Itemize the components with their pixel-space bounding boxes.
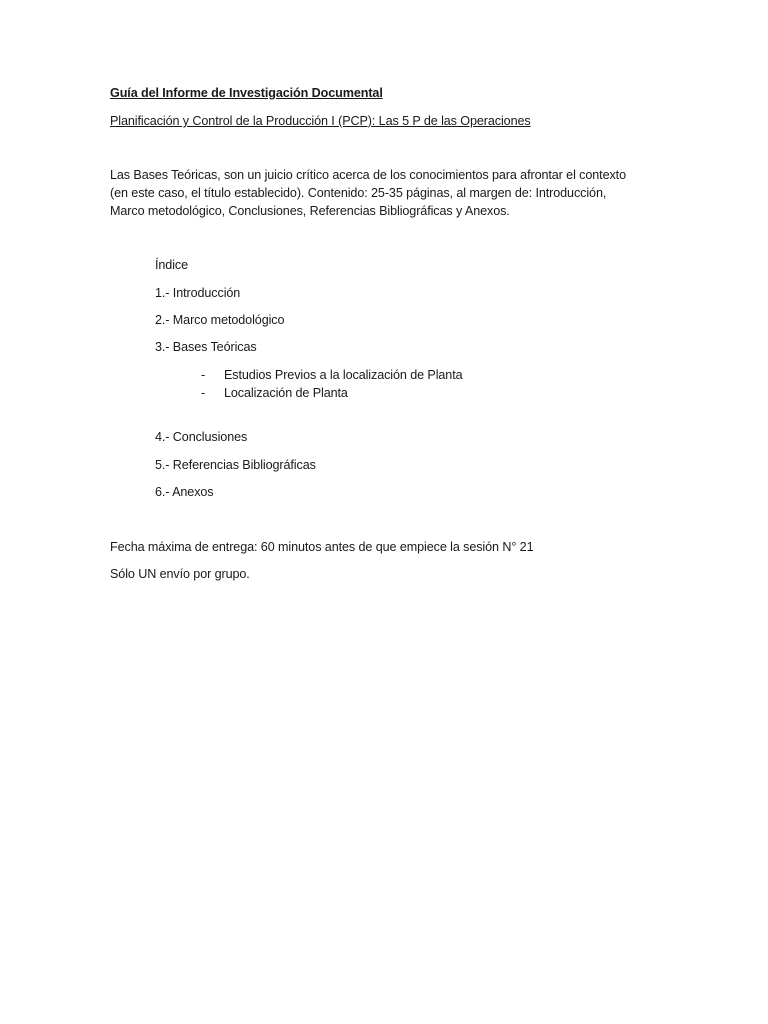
index-heading: Índice [155, 258, 189, 272]
subitem-estudios-previos: Estudios Previos a la localización de Planta [224, 368, 463, 382]
intro-line-3: Marco metodológico, Conclusiones, Referencias Bibliográficas y Anexos. [110, 204, 510, 218]
intro-line-2: (en este caso, el título establecido). Contenido: 25-35 páginas, al margen de: Introducción, [110, 186, 607, 200]
intro-line-1: Las Bases Teóricas, son un juicio crítico acerca de los conocimientos para afrontar el contexto [110, 168, 626, 182]
index-item-introduccion: 1.- Introducción [155, 286, 241, 300]
subitem-bullet-2: - [201, 386, 206, 400]
subitem-bullet-1: - [201, 368, 206, 382]
deadline-text: Fecha máxima de entrega: 60 minutos antes de que empiece la sesión N° 21 [110, 540, 534, 554]
index-item-anexos: 6.- Anexos [155, 485, 214, 499]
index-item-bases-teoricas: 3.- Bases Teóricas [155, 340, 257, 354]
index-item-referencias: 5.- Referencias Bibliográficas [155, 458, 316, 472]
document-title: Guía del Informe de Investigación Documental [110, 86, 383, 100]
index-item-conclusiones: 4.- Conclusiones [155, 430, 248, 444]
index-item-marco-metodologico: 2.- Marco metodológico [155, 313, 285, 327]
subitem-localizacion-planta: Localización de Planta [224, 386, 348, 400]
submission-note: Sólo UN envío por grupo. [110, 567, 250, 581]
document-subtitle: Planificación y Control de la Producción I (PCP): Las 5 P de las Operaciones [110, 114, 531, 128]
